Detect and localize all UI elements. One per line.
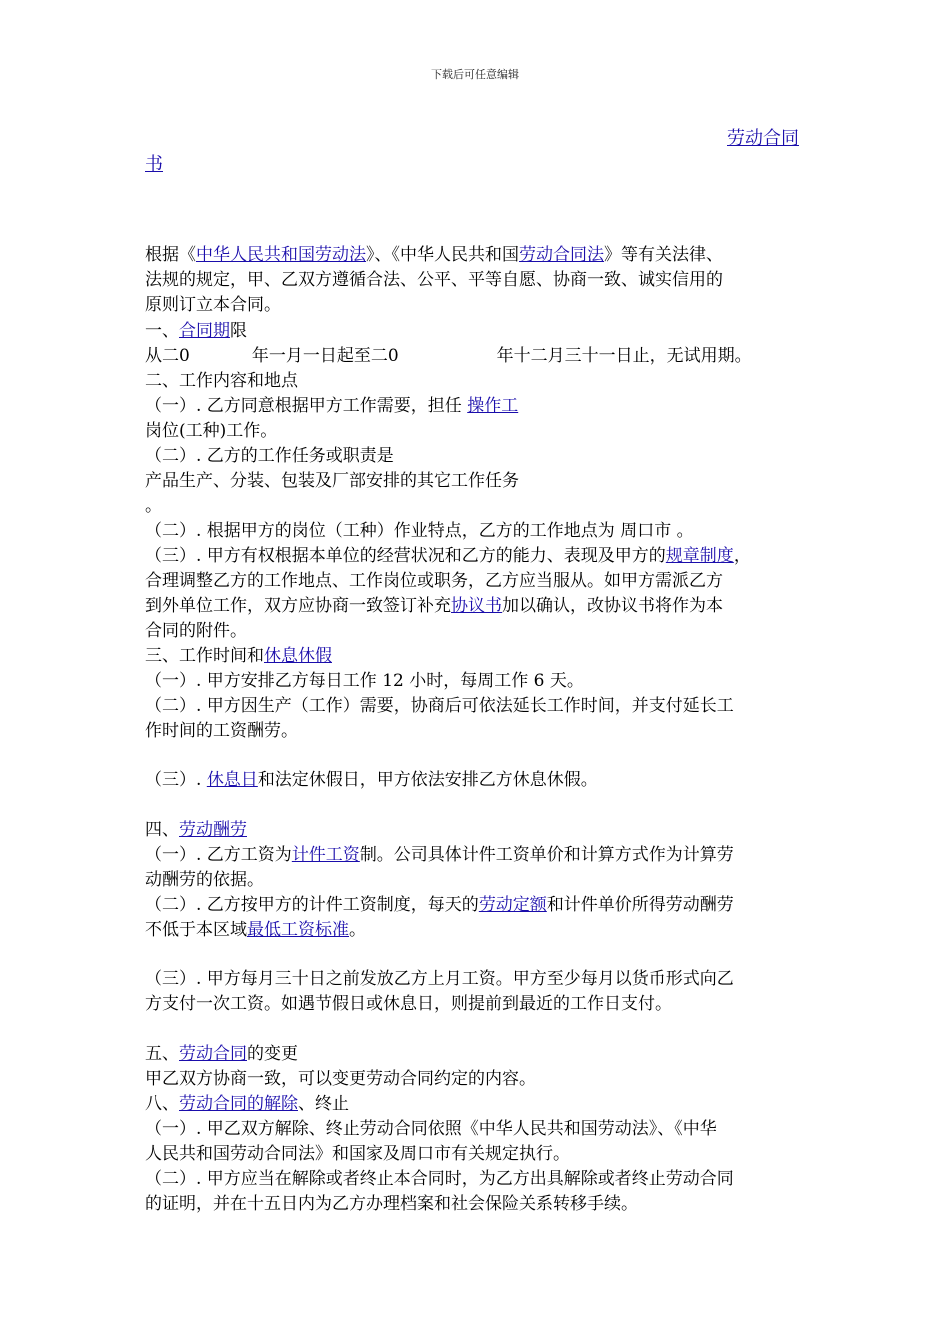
text: 的变更 — [247, 1044, 298, 1064]
text: （三）. 甲方有权根据本单位的经营状况和乙方的能力、表现及甲方的 — [145, 546, 666, 566]
text: 到外单位工作，双方应协商一致签订补充 — [145, 596, 451, 616]
s4-item-2-line-2 — [145, 919, 366, 941]
s2-item-1-line-2: 岗位(工种)工作。 — [145, 421, 278, 441]
text: 限 — [230, 321, 247, 341]
text: 不低于本区域 — [145, 920, 247, 940]
s4-item-3-line-1: （三）. 甲方每月三十日之前发放乙方上月工资。甲方至少每月以货币形式向乙 — [145, 969, 734, 989]
labor-pay-link[interactable]: 劳动酬劳 — [179, 820, 247, 840]
s5-item-1: 甲乙双方协商一致，可以变更劳动合同约定的内容。 — [145, 1069, 536, 1089]
s2-item-2-line-1: （二）. 乙方的工作任务或职责是 — [145, 446, 394, 466]
text: （一）. 乙方同意根据甲方工作需要，担任 — [145, 396, 468, 416]
text: 》、《中华人民共和国 — [366, 245, 519, 265]
s2-item-2-line-3: 。 — [145, 496, 162, 516]
labor-quota-link[interactable]: 劳动定额 — [478, 895, 547, 915]
contract-termination-link[interactable]: 劳动合同的解除 — [179, 1094, 298, 1114]
s8-item-2-line-2: 的证明，并在十五日内为乙方办理档案和社会保险关系转移手续。 — [145, 1194, 638, 1214]
title-link-part2[interactable]: 书 — [145, 154, 163, 175]
text: （二）. 乙方按甲方的计件工资制度，每天的 — [145, 895, 479, 915]
text: ， — [733, 546, 751, 566]
text: 三、工作时间和 — [145, 646, 264, 666]
section-5-heading — [145, 1043, 298, 1065]
s3-item-1: （一）. 甲方安排乙方每日工作 12 小时，每周工作 6 天。 — [145, 671, 584, 691]
text: 年一月一日起至二0 — [251, 346, 399, 366]
labor-law-link[interactable]: 中华人民共和国劳动法 — [196, 245, 366, 265]
text: 八、 — [145, 1094, 179, 1114]
s8-item-1-line-2: 人民共和国劳动合同法》和国家及周口市有关规定执行。 — [145, 1144, 570, 1164]
labor-contract-law-link[interactable]: 劳动合同法 — [519, 245, 604, 265]
text: （一）. 乙方工资为 — [145, 845, 292, 865]
s4-item-2-line-1 — [145, 894, 734, 916]
section-2-heading: 二、工作内容和地点 — [145, 371, 298, 391]
rest-day-link[interactable]: 休息日 — [206, 770, 258, 790]
s2-item-4-line-3 — [145, 595, 723, 617]
s4-item-1-line-1 — [145, 844, 734, 866]
text: 年十二月三十一日止，无试用期。 — [496, 346, 752, 366]
text: 根据《 — [145, 245, 196, 265]
section-1-heading — [145, 320, 247, 342]
text: （三）. — [145, 770, 207, 790]
s2-item-4-line-2: 合理调整乙方的工作地点、工作岗位或职务，乙方应当服从。如甲方需派乙方 — [145, 571, 723, 591]
s2-item-1-line-1 — [145, 395, 518, 417]
text: 制。公司具体计件工资单价和计算方式作为计算劳 — [359, 845, 734, 865]
section-8-heading — [145, 1093, 349, 1115]
title-link-part1[interactable]: 劳动合同 — [727, 128, 799, 149]
labor-contract-link[interactable]: 劳动合同 — [179, 1044, 247, 1064]
text: 。 — [349, 920, 366, 940]
s3-item-3 — [145, 769, 598, 791]
s4-item-1-line-2: 动酬劳的依据。 — [145, 870, 264, 890]
rest-leave-link[interactable]: 休息休假 — [264, 646, 332, 666]
agreement-link[interactable]: 协议书 — [451, 596, 502, 616]
section-4-heading — [145, 819, 247, 841]
text: 四、 — [145, 820, 179, 840]
text: 和法定休假日，甲方依法安排乙方休息休假。 — [257, 770, 598, 790]
text: 五、 — [145, 1044, 179, 1064]
intro-line-3: 原则订立本合同。 — [145, 295, 281, 315]
intro-line-2: 法规的规定，甲、乙双方遵循合法、公平、平等自愿、协商一致、诚实信用的 — [145, 270, 723, 290]
text: 加以确认，改协议书将作为本 — [502, 596, 723, 616]
header-note: 下载后可任意编辑 — [431, 68, 519, 81]
text: 和计件单价所得劳动酬劳 — [546, 895, 734, 915]
s8-item-1-line-1: （一）. 甲乙双方解除、终止劳动合同依照《中华人民共和国劳动法》、《中华 — [145, 1119, 717, 1139]
min-wage-link[interactable]: 最低工资标准 — [247, 920, 349, 940]
piece-wage-link[interactable]: 计件工资 — [291, 845, 360, 865]
s2-item-3: （二）. 根据甲方的岗位（工种）作业特点，乙方的工作地点为 周口市 。 — [145, 521, 694, 541]
s3-item-2-line-2: 作时间的工资酬劳。 — [145, 721, 298, 741]
text: 一、 — [145, 321, 179, 341]
intro-line-1 — [145, 244, 723, 266]
section-3-heading — [145, 645, 332, 667]
s3-item-2-line-1: （二）. 甲方因生产（工作）需要，协商后可依法延长工作时间，并支付延长工 — [145, 696, 734, 716]
text: 》等有关法律、 — [604, 245, 723, 265]
text: 从二0 — [145, 346, 190, 366]
contract-term-line — [145, 345, 752, 367]
rules-link[interactable]: 规章制度 — [665, 546, 734, 566]
s2-item-4-line-1 — [145, 545, 751, 567]
s4-item-3-line-2: 方支付一次工资。如遇节假日或休息日，则提前到最近的工作日支付。 — [145, 994, 672, 1014]
s2-item-2-line-2: 产品生产、分装、包装及厂部安排的其它工作任务 — [145, 471, 519, 491]
s8-item-2-line-1: （二）. 甲方应当在解除或者终止本合同时，为乙方出具解除或者终止劳动合同 — [145, 1169, 734, 1189]
operator-link[interactable]: 操作工 — [467, 396, 519, 416]
contract-term-link[interactable]: 合同期 — [179, 321, 230, 341]
text: 、终止 — [298, 1094, 349, 1114]
s2-item-4-line-4: 合同的附件。 — [145, 621, 247, 641]
